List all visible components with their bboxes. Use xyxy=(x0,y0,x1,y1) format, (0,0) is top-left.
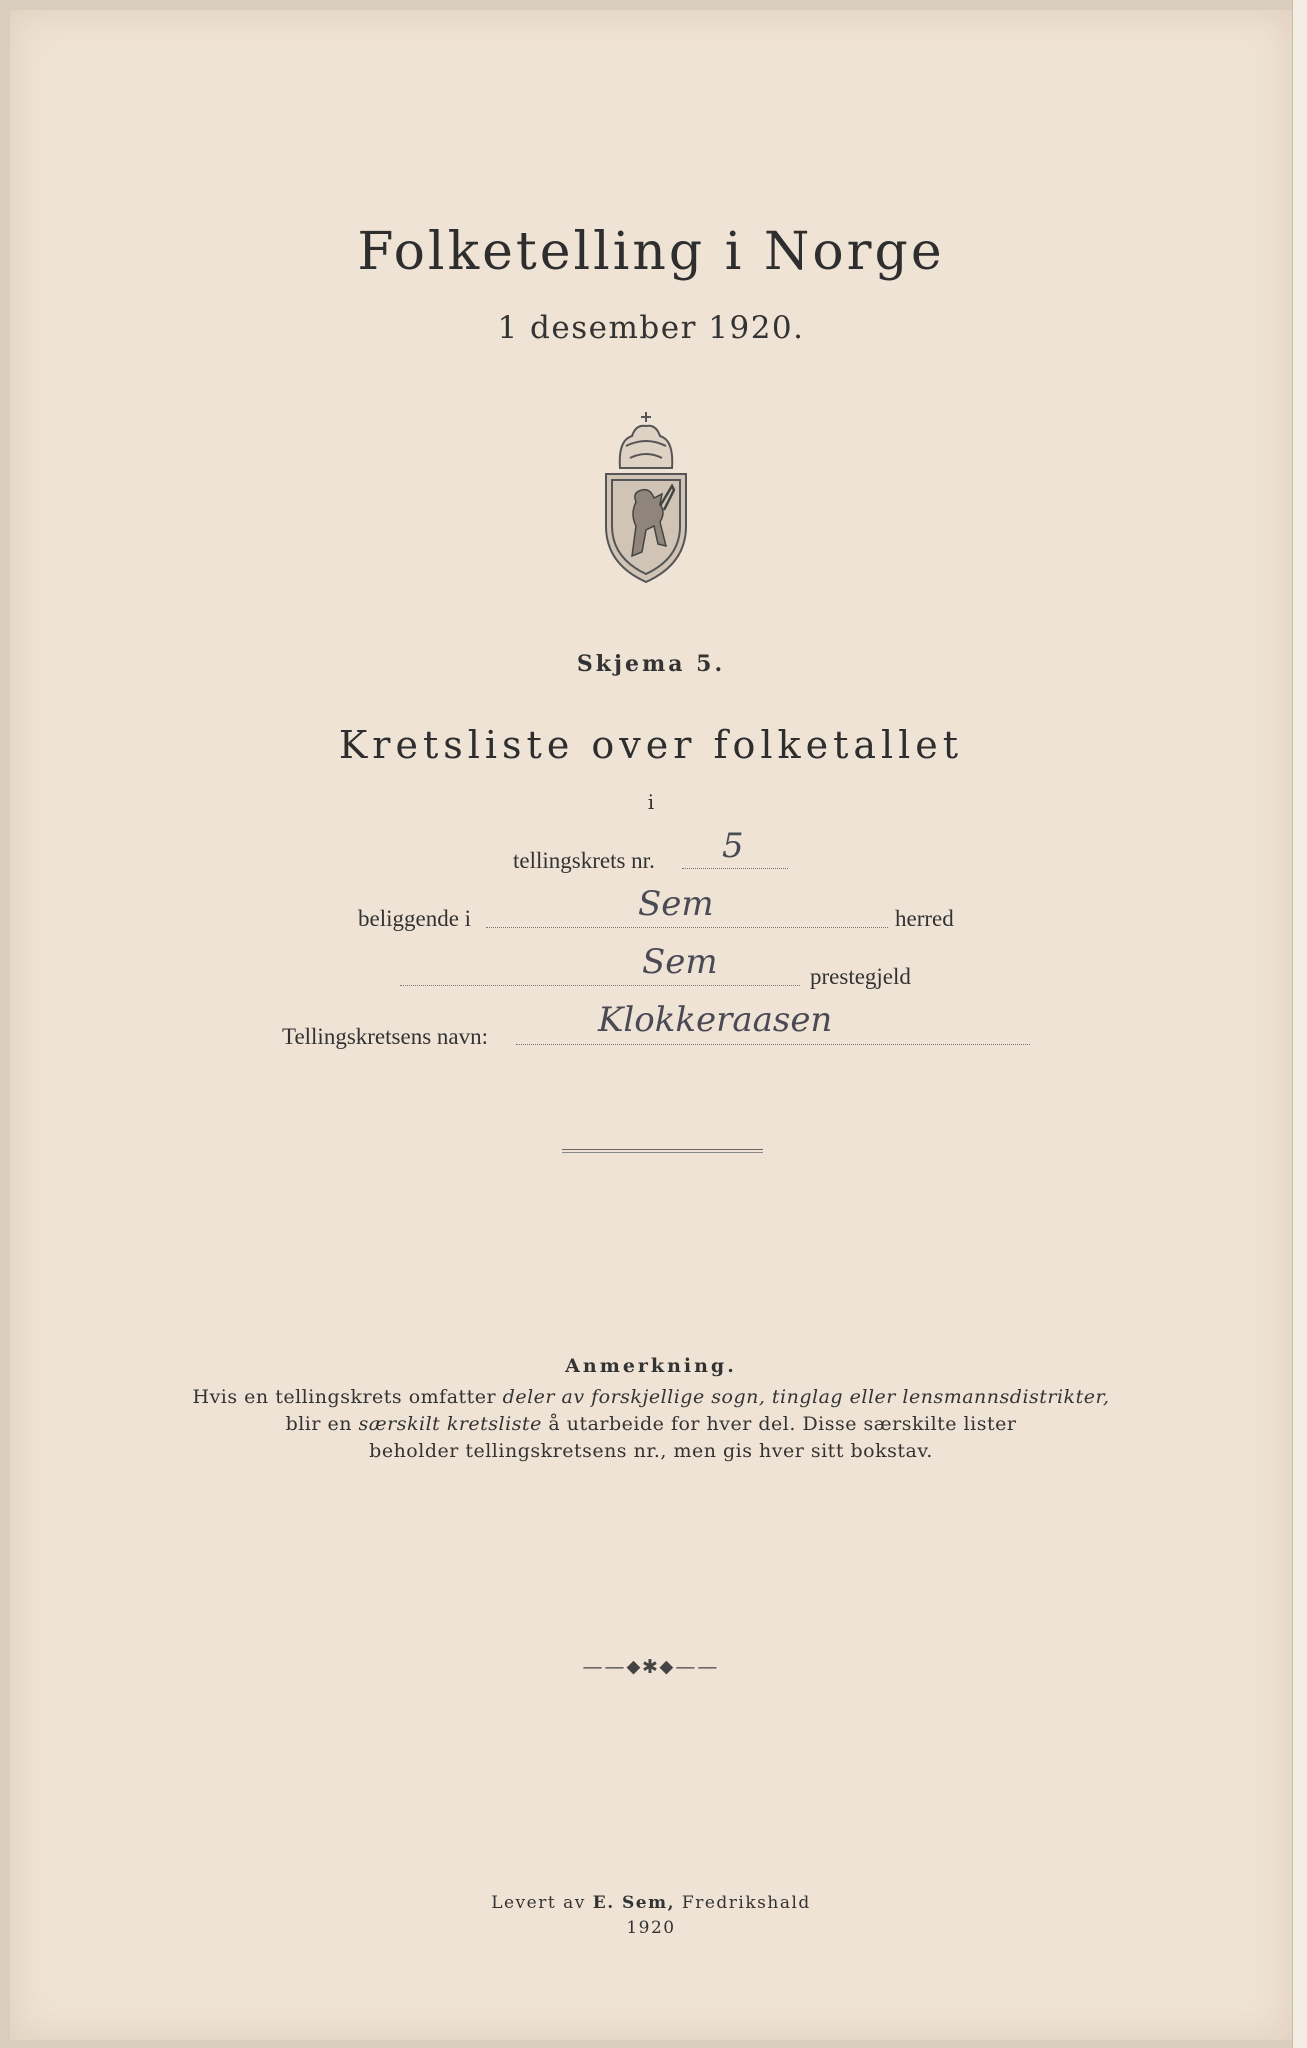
prestegjeld-label: prestegjeld xyxy=(810,964,911,989)
ornament-divider: ——⬥✱⬥—— xyxy=(582,1654,720,1678)
herred-label: herred xyxy=(895,906,954,931)
preposition-i: i xyxy=(647,790,655,814)
krets-number-value: 5 xyxy=(722,826,744,866)
document-date: 1 desember 1920. xyxy=(497,310,805,346)
herred-value: Sem xyxy=(638,884,714,924)
norwegian-coat-of-arms-icon xyxy=(596,406,696,584)
printer-credit: Levert av E. Sem, Fredrikshald xyxy=(491,1893,811,1913)
krets-name-label: Tellingskretsens navn: xyxy=(282,1024,488,1049)
note-line-2: blir en særskilt kretsliste å utarbeide for hver del. Disse særskilte lister xyxy=(285,1413,1017,1435)
form-heading: Kretsliste over folketallet xyxy=(338,723,964,767)
note-heading: Anmerkning. xyxy=(565,1355,737,1377)
schema-number: Skjema 5. xyxy=(576,651,726,677)
paper-edge xyxy=(1292,0,1307,2048)
krets-number-label: tellingskrets nr. xyxy=(513,848,655,873)
census-form-page xyxy=(10,10,1292,2040)
note-line-1: Hvis en tellingskrets omfatter deler av forskjellige sogn, tinglag eller lensmannsdistrikter, xyxy=(192,1386,1110,1408)
prestegjeld-field xyxy=(400,955,800,986)
krets-name-value: Klokkeraasen xyxy=(598,1000,833,1040)
printer-year: 1920 xyxy=(626,1918,676,1938)
beliggende-label: beliggende i xyxy=(358,906,472,931)
note-line-3: beholder tellingskretsens nr., men gis hver sitt bokstav. xyxy=(369,1440,933,1462)
document-title: Folketelling i Norge xyxy=(357,222,945,282)
prestegjeld-value: Sem xyxy=(642,942,718,982)
divider-rule xyxy=(562,1149,763,1153)
